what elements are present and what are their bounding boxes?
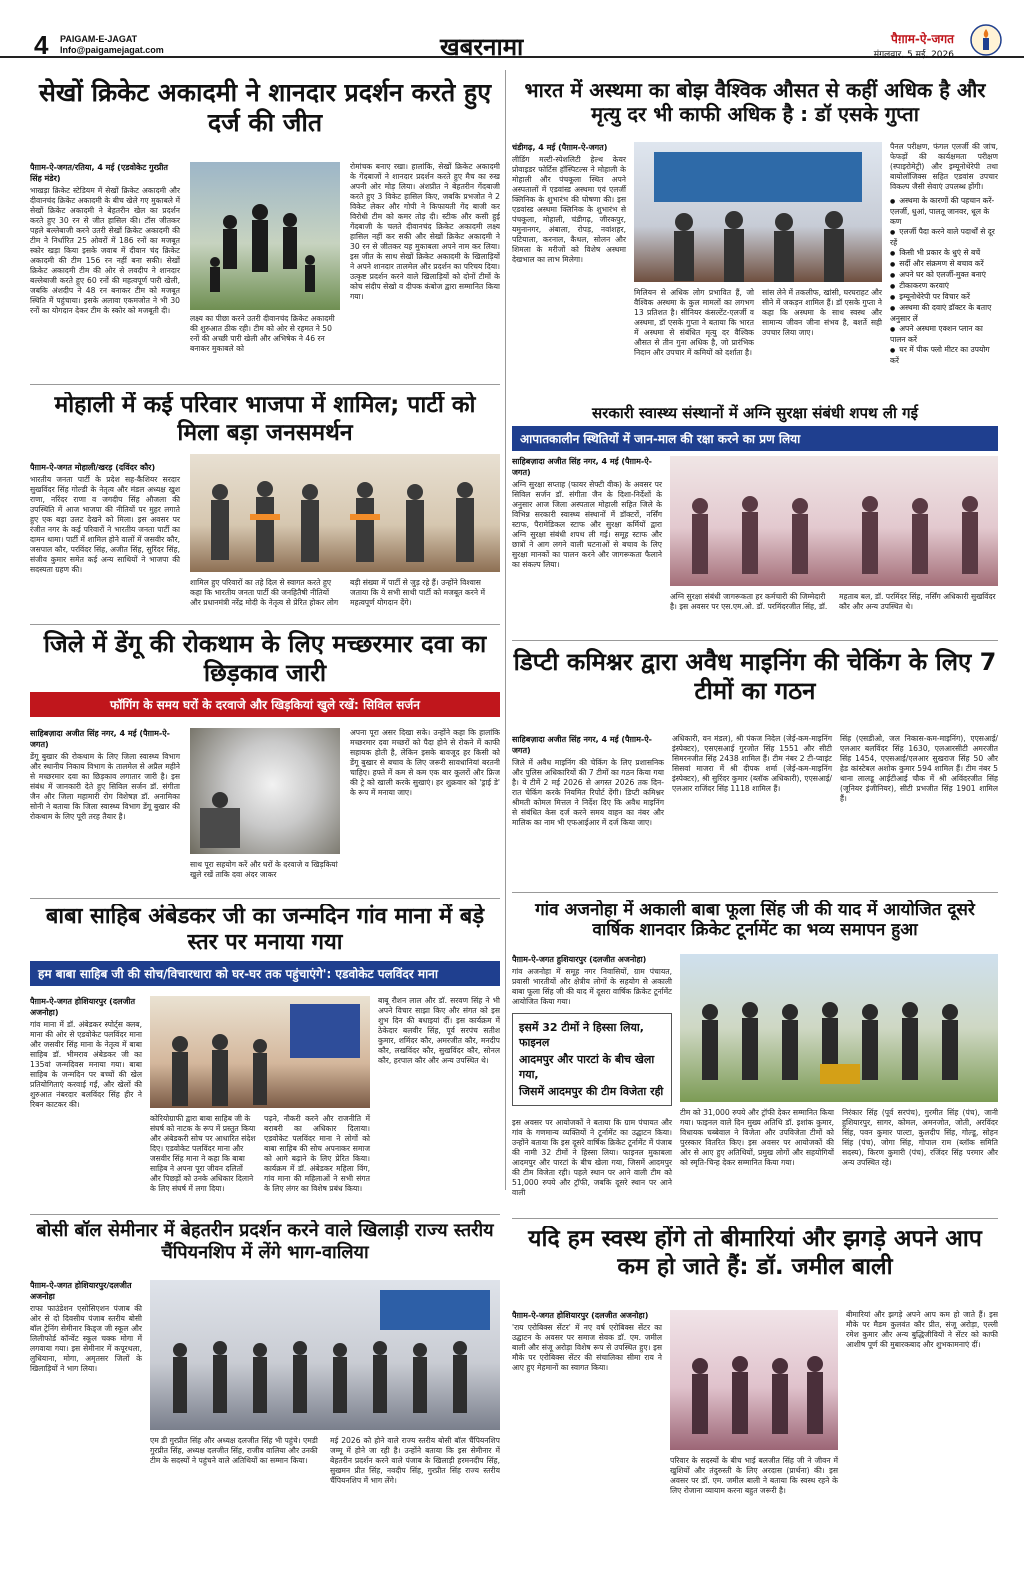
story-illegal-mining	[512, 648, 998, 884]
cricket-team-photo	[190, 162, 340, 310]
bossaball-group-photo	[150, 1280, 500, 1430]
story-body-col2: टीम को 31,000 रुपये और ट्रॉफी देकर सम्मानित किया गया। फाइनल वाले दिन मुख्य अतिथि डॉ. इशांक कुमार, विधायक चब्बेवाल ने विजेता और उपविजेता टीमों को पुरस्कार वितरित किए। इस अवसर पर आयोजकों की ओर से आए हुए अतिथियों, प्रमुख लोगों और सहयोगियों को स्मृति-चिन्ह देकर सम्मानित किया गया।	[680, 1108, 834, 1167]
story-body-col2: परिवार के सदस्यों के बीच भाई बलजीत सिंह जी ने जीवन में खुशियों और तंदुरुस्ती के लिए अरदास (प्रार्थना) की। इस अवसर पर डॉ. एम. जमील बाली ने बताया कि स्वस्थ रहने के लिए रोजाना व्यायाम करना बहुत जरूरी है।	[670, 1456, 838, 1495]
section-title: खबरनामा	[440, 33, 524, 61]
story-headline: गांव अजनोहा में अकाली बाबा फूला सिंह जी की याद में आयोजित दूसरे वार्षिक शानदार क्रिकेट टूर्नामेंट का भव्य समापन हुआ	[535, 900, 975, 941]
tips-intro: पैनल परीक्षण, फंगल एलर्जी की जांच, फेफड़ों की कार्यक्षमता परीक्षण (स्पाइरोमेट्री) और इम्यूनोथेरेपी तथा बायोलॉजिक्स सहित एडवांस उपचार विकल्प जैसी सेवाएं उपलब्ध होंगी।	[890, 142, 998, 191]
story-body-col3: पढ़ने, नौकरी करने और राजनीति में बराबरी का अधिकार दिलाया। एडवोकेट पलविंदर माना ने लोगों को बाबा साहिब की सोच अपनाकर समाज को आगे बढ़ाने के लिए प्रेरित किया। कार्यक्रम में डॉ. अंबेडकर महिला विंग, गांव माना की महिलाओं ने सभी संगत के लिए लंगर का विशेष प्रबंध किया।	[264, 1114, 370, 1193]
brand-name: PAIGAM-E-JAGAT	[60, 34, 138, 44]
highlight-line: इसमें 32 टीमों ने हिस्सा लिया, फाइनल	[519, 1021, 644, 1049]
story-dengue-fogging	[30, 630, 500, 894]
tip-item: ● एलर्जी पैदा करने वाले पदार्थों से दूर रहें	[890, 227, 998, 248]
row-divider	[30, 898, 500, 899]
photo-caption: लक्ष्य का पीछा करने उतरी दीवानचंद क्रिकेट अकादमी की शुरुआत ठीक रही। टीम को ओर से रहमत ने 50 रनों की अच्छी पारी खेली और अभिषेक ने 46 रन बनाकर मुकाबले को	[190, 314, 335, 353]
tip-item: ● अस्थमा की दवाएं डॉक्टर के बताए अनुसार लें	[890, 303, 998, 324]
row-divider	[30, 384, 500, 385]
dateline: पैग़ाम-ऐ-जगत होशियारपुर (दलजीत अजनोहा)	[512, 1311, 649, 1320]
dateline: पैग़ाम-ऐ-जगत होशियारपुर (दलजीत अजनोहा)	[30, 997, 136, 1017]
row-divider	[30, 1214, 500, 1215]
story-cricket-academy	[30, 78, 500, 378]
tip-item: ● टीकाकरण करवाएं	[890, 281, 998, 292]
fire-safety-oath-photo	[670, 456, 998, 586]
story-headline: भारत में अस्थमा का बोझ वैश्विक औसत से कहीं अधिक है और मृत्यु दर भी काफी अधिक है : डॉ एसके गुप्ता	[524, 78, 986, 126]
photo-caption: अग्नि सुरक्षा संबंधी जागरूकता हर कर्मचारी की जिम्मेदारी है। इस अवसर पर एस.एम.ओ. डॉ. परमिंदरजीत सिंह, डॉ. महताब बल, डॉ. परमिंदर सिंह, नर्सिंग अधिकारी सुखविंदर कौर और अन्य उपस्थित थे।	[670, 592, 996, 611]
story-headline: सेखों क्रिकेट अकादमी ने शानदार प्रदर्शन करते हुए दर्ज की जीत	[38, 78, 492, 137]
tip-item: ● अपने अस्थमा एक्शन प्लान का पालन करें	[890, 324, 998, 345]
story-column	[30, 162, 180, 316]
dateline: साहिबज़ादा अजीत सिंह नगर, 4 मई (पैग़ाम-ऐ-जगत)	[30, 729, 170, 749]
story-body: जिले में अवैध माइनिंग की चेकिंग के लिए प्रशासनिक और पुलिस अधिकारियों की 7 टीमों का गठन किया गया है। ये टीमें 2 मई 2026 से अगस्त 2026 तक दिन-रात चेकिंग करके नियमित रिपोर्ट देंगी। डिप्टी कमिश्नर श्रीमती कोमल मित्तल ने निर्देश दिए कि अवैध माइनिंग से संबंधित केस दर्ज करने समय वाहन का नंबर और मालिक का नाम भी एफआईआर में दर्ज किया जाए।	[512, 758, 664, 827]
story-subhead: आपातकालीन स्थितियों में जान-माल की रक्षा करने का प्रण लिया	[512, 426, 998, 451]
story-cricket-tournament	[512, 900, 998, 1214]
dateline: पैग़ाम-ऐ-जगत होशियारपुर/दलजीत अजनोहा	[30, 1281, 132, 1301]
tournament-team-photo	[680, 954, 998, 1102]
story-body-continued: अपना पूरा असर दिखा सके। उन्होंने कहा कि हालांकि मच्छरमार दवा मच्छरों को पैदा होने से रोकने में काफी सहायक होती है, लेकिन इसके बावजूद हर किसी को डेंगू बुखार से बचाव के लिए जरूरी सावधानियां बरतनी चाहिए। हफ्ते में कम से कम एक बार कूलरों और फ्रिज की ट्रे को खाली करके सुखाएं। हर शुक्रवार को 'ड्राई डे' के रूप में मनाया जाए।	[350, 728, 500, 797]
story-headline: बाबा साहिब अंबेडकर जी का जन्मदिन गांव माना में बड़े स्तर पर मनाया गया	[45, 904, 485, 956]
aerobics-center-photo	[670, 1310, 838, 1450]
bjp-event-photo	[190, 454, 500, 572]
dateline: पैग़ाम-ऐ-जगत मोहाली/खरड़ (दविंदर कौर)	[30, 463, 156, 472]
story-column	[512, 1310, 662, 1373]
ambedkar-event-photo	[150, 996, 370, 1108]
photo-caption: साथ पूरा सहयोग करें और घरों के दरवाजे व खिड़कियां खुले रखें ताकि दवा अंदर जाकर	[190, 860, 338, 879]
story-column	[512, 456, 662, 570]
story-subhead: हम बाबा साहिब जी की सोच/विचारधारा को घर-घर तक पहुंचाएंगे': एडवोकेट पलविंदर माना	[30, 961, 500, 986]
column-divider	[505, 70, 506, 1190]
story-headline: यदि हम स्वस्थ होंगे तो बीमारियां और झगड़े अपने आप कम हो जाते हैं: डॉ. जमील बाली	[528, 1226, 982, 1280]
torch-logo-icon	[970, 24, 1002, 56]
story-body-col1b: इस अवसर पर आयोजकों ने बताया कि ग्राम पंचायत और गांव के गणमान्य व्यक्तियों ने टूर्नामेंट का उद्घाटन किया। उन्होंने बताया कि इस दूसरे वार्षिक क्रिकेट टूर्नामेंट में पंजाब की नामी 32 टीमों ने हिस्सा लिया। फाइनल मुकाबला आदमपुर और पारटां के बीच खेला गया, जिसमें आदमपुर की टीम विजेता रही। पहले स्थान पर आने वाली टीम को 51,000 रुपये और ट्रॉफी, जबकि दूसरे स्थान पर आने वाली	[512, 1118, 672, 1197]
row-divider	[30, 624, 500, 625]
highlight-line: जिसमें आदमपुर की टीम विजेता रही	[519, 1085, 664, 1098]
fogging-photo	[190, 728, 340, 854]
story-body: लीडिंग मल्टी-स्पेशलिटी हेल्थ केयर प्रोवाइडर फोर्टिस हॉस्पिटल्स ने मोहाली के मोहाली और पंचकूला स्थित अपने अस्पतालों में एडवांस्ड अस्थमा एवं एलर्जी क्लिनिक के शुभारंभ की घोषणा की। इस एडवांस्ड अस्थमा क्लिनिक के शुभारंभ से पंचकूला, मोहाली, चंडीगढ़, जीरकपुर, यमुनानगर, अंबाला, रोपड़, नवांशहर, पटियाला, करनाल, कैथल, सोलन और शिमला के मरीजों को विशेष अस्थमा देखभाल का लाभ मिलेगा।	[512, 155, 626, 264]
story-body: डेंगू बुखार की रोकथाम के लिए जिला स्वास्थ्य विभाग और स्थानीय निकाय विभाग के तालमेल से अप्रैल महीने से मच्छरमार दवा का छिड़काव लगातार जारी है। इस संबंध में जानकारी देते हुए सिविल सर्जन डॉ. संगीता जैन और जिला महामारी रोग विशेषज्ञ डॉ. अनामिका सोनी ने बताया कि जिला स्वास्थ्य विभाग डेंगू बुखार की रोकथाम के लिए पूरी तरह तैयार है।	[30, 752, 180, 821]
tournament-highlight	[512, 1013, 672, 1106]
tip-item: ● इम्यूनोथेरेपी पर विचार करें	[890, 292, 998, 303]
story-body-continued: मई 2026 को होने वाले राज्य स्तरीय बोसी बॉल चैंपियनशिप जम्मू में होने जा रही है। उन्होंने बताया कि इस सेमीनार में बेहतरीन प्रदर्शन करने वाले पंजाब के खिलाड़ी हरमनदीप सिंह, सुखमन प्रीत सिंह, नवदीप सिंह, गुरप्रीत सिंह राज्य स्तरीय चैंपियनशिप में भाग लेंगे।	[330, 1436, 500, 1485]
story-bjp-joining	[30, 392, 500, 620]
tip-item: ● किसी भी प्रकार के धुएं से बचें	[890, 248, 998, 259]
story-body-col3: बीमारियां और झगड़े अपने आप कम हो जाते हैं। इस मौके पर मैडम कुलवंत कौर प्रीत, संजू अरोड़ा, एल्ली रमेश कुमार और अन्य बुद्धिजीवियों ने सेंटर को काफी आशीष पूर्ण की मुबारकबाद और शुभकामनाएं दीं।	[846, 1310, 998, 1349]
story-body-col3: सिंह (एसडीओ, जल निकास-कम-माइनिंग), एएसआई/एलआर बलविंदर सिंह 1630, एलआरसीटी अमरजीत सिंह 1454, एएसआई/एलआर सुखराज सिंह 50 और हेड कांस्टेबल अशोक कुमार 594 शामिल हैं। टीम नंबर 5 थाना लालडू आईटीआई चौक में श्री अविंदरजीत सिंह (जूनियर इंजीनियर), सीटी प्रभजीत सिंह 1901 शामिल हैं।	[840, 734, 998, 803]
dateline: पैग़ाम-ऐ-जगत हुशियारपुर (दलजीत अजनोहा)	[512, 955, 647, 964]
tip-item: ● घर में पीक फ्लो मीटर का उपयोग करें	[890, 345, 998, 366]
dateline: साहिबज़ादा अजीत सिंह नगर, 4 मई (पैग़ाम-ऐ-जगत)	[512, 457, 652, 477]
story-column	[512, 734, 664, 828]
story-headline: सरकारी स्वास्थ्य संस्थानों में अग्नि सुरक्षा संबंधी शपथ ली गई	[592, 404, 918, 422]
dateline: चंडीगढ़, 4 मई (पैग़ाम-ऐ-जगत)	[512, 143, 608, 152]
story-column	[30, 996, 142, 1110]
story-fire-safety	[512, 404, 998, 636]
story-headline: मोहाली में कई परिवार भाजपा में शामिल; पार्टी को मिला बड़ा जनसमर्थन	[54, 392, 476, 446]
photo-caption: एम डी गुरप्रीत सिंह और अध्यक्ष दलजीत सिंह भी पहुंचे। एमडी गुरप्रीत सिंह, अध्यक्ष दलजीत सिंह, राजीव वालिया और उनकी टीम के सदस्यों ने पहुंचने वाले अतिथियों का सम्मान किया।	[150, 1436, 318, 1465]
photo-caption: कोरियोग्राफी द्वारा बाबा साहिब जी के संघर्ष को नाटक के रूप में प्रस्तुत किया और अंबेडकरी सोच पर आधारित संदेश दिए। एडवोकेट पलविंदर माना और जसवीर सिंह माना ने कहा कि बाबा साहिब ने अपना पूरा जीवन दलितों और पिछड़ों को उनके अधिकार दिलाने के लिए संघर्ष में लगा दिया।	[150, 1114, 256, 1193]
dateline: पैग़ाम-ऐ-जगत/रतिया, 4 मई (एडवोकेट गुरप्रीत सिंह मंडेर)	[30, 163, 168, 183]
dateline: साहिबज़ादा अजीत सिंह नगर, 4 मई (पैग़ाम-ऐ-जगत)	[512, 735, 652, 755]
brand-email[interactable]: Info@paigamejagat.com	[60, 45, 164, 55]
page-number: 4	[34, 30, 49, 60]
story-body: गांव माना में डॉ. अंबेडकर स्पोर्ट्स क्लब, माना की ओर से एडवोकेट पलविंदर माना और जसवीर सिंह माना के नेतृत्व में बाबा साहिब डॉ. भीमराव अंबेडकर जी का 135वां जन्मदिवस मनाया गया। बाबा साहिब के जन्मदिन पर बच्चों की खेल प्रतियोगिताएं करवाई गईं, और खेलों की शुरुआत नंबरदार बलविंदर सिंह हीर ने रिबन काटकर की।	[30, 1020, 142, 1109]
story-headline: डिप्टी कमिश्नर द्वारा अवैध माइनिंग की चेकिंग के लिए 7 टीमों का गठन	[513, 648, 997, 705]
asthma-tips-column	[890, 142, 998, 366]
story-headline: जिले में डेंगू की रोकथाम के लिए मच्छरमार दवा का छिड़काव जारी	[43, 630, 487, 687]
brand-block	[60, 34, 164, 56]
story-body: 'राय एरोबिक्स सेंटर' में नए वर्ष एरोबिक्स सेंटर का उद्घाटन के अवसर पर समाज सेवक डॉ. एम. जमील बाली और संजू अरोड़ा विशेष रूप से उपस्थित हुए। इस मौके पर एरोबिक्स सेंटर की संचालिका सीमा राय ने आए हुए मेहमानों का स्वागत किया।	[512, 1323, 662, 1372]
story-column	[30, 462, 180, 575]
paper-name: पैग़ाम-ऐ-जगत	[891, 32, 954, 46]
story-asthma	[512, 78, 998, 398]
story-body-col2: मिलियन से अधिक लोग प्रभावित हैं, जो वैश्विक अस्थमा के कुल मामलों का लगभग 13 प्रतिशत है। सीनियर कंसल्टेंट-एलर्जी व अस्थमा, डॉ एसके गुप्ता ने बताया कि भारत में अस्थमा से संबंधित मृत्यु दर वैश्विक औसत से तीन गुना अधिक है, जो प्रारंभिक निदान और उपचार में कमियों को दर्शाता है।	[634, 288, 754, 357]
story-body-col4: बाबू रौशन लाल और डॉ. सरवण सिंह ने भी अपने विचार साझा किए और संगत को इस शुभ दिन की बधाइयां दीं। इस कार्यक्रम में ठेकेदार बलवीर सिंह, पूर्व सरपंच सतीश कुमार, शमिंदर कौर, अमरजीत कौर, मनदीप कौर, लखविंदर कौर, सुखविंदर कौर, सोनल कौर, हरपाल कौर और अन्य उपस्थित थे।	[378, 996, 500, 1065]
story-body: भाखड़ा क्रिकेट स्टेडियम में सेखों क्रिकेट अकादमी और दीवानचंद क्रिकेट अकादमी के बीच खेले गए मुकाबले में सेखों क्रिकेट अकादमी ने बेहतरीन खेल का प्रदर्शन करते हुए 30 रन से जीत हासिल की। टॉस जीतकर पहले बल्लेबाजी करने उतरी सेखों क्रिकेट अकादमी की टीम ने निर्धारित 25 ओवरों में 186 रनों का मजबूत स्कोर खड़ा किया इसके जवाब में दीवान चंद क्रिकेट अकादमी की टीम 156 रन नहीं बना सकी। सेखों क्रिकेट अकादमी टीम की ओर से लवदीप ने शानदार बल्लेबाजी करते हुए 60 रनों की महत्वपूर्ण पारी खेली, जबकि अंशदीप ने 48 रन बनाकर टीम को मजबूत स्थिति में पहुंचाया। इसके अलावा एकमजोत ने भी 30 रनों का योगदान देकर टीम के स्कोर को मजबूती दी।	[30, 186, 180, 315]
story-body-col2: अधिकारी, वन मंडल), श्री पंकज निदेल (जेई-कम-माइनिंग इंस्पेक्टर), एसएसआई गुरजोत सिंह 1551 और सीटी सिमरनजीत सिंह 2438 शामिल हैं। टीम नंबर 2 टी-प्वाइंट सिसवां माजरा में श्री दीपक शर्मा (जेई-कम-माइनिंग इंस्पेक्टर), श्री सुरिंदर कुमार (ब्लॉक अधिकारी), एएसआई/एलआर राजिंदर सिंह 1118 शामिल हैं।	[672, 734, 832, 793]
tip-item: ● सर्दी और संक्रमण से बचाव करें	[890, 259, 998, 270]
clinic-launch-photo	[634, 142, 882, 282]
story-body: अग्नि सुरक्षा सप्ताह (फायर सेफ्टी वीक) के अवसर पर सिविल सर्जन डॉ. संगीता जैन के दिशा-निर्देशों के अनुसार आज जिला अस्पताल मोहाली सहित जिले के विभिन्न सरकारी स्वास्थ्य संस्थानों में डॉक्टरों, नर्सिंग स्टाफ, पैरामेडिकल स्टाफ और सुरक्षा कर्मियों द्वारा अग्नि सुरक्षा संबंधी शपथ ली गई। समूह स्टाफ और छात्रों ने आग लगने वाली घटनाओं से बचाव के लिए सुरक्षा मानकों का पालन करने और जागरूकता फैलाने का संकल्प लिया।	[512, 480, 662, 569]
story-column	[30, 1280, 142, 1374]
story-column	[512, 142, 626, 265]
story-body: भारतीय जनता पार्टी के प्रदेश सह-कैशियर सरदार सुखविंदर सिंह गोल्डी के नेतृत्व और मंडल अध्यक्ष खुश राणा, नरिंदर राणा व जगदीप सिंह औजला की उपस्थिति में आज भाजपा की नीतियों पर मुहर लगाते हुए एक बड़ा उलट देखने को मिला। इस अवसर पर रंजीत नगर के कई परिवारों ने भारतीय जनता पार्टी का दामन थामा। पार्टी में शामिल होने वालों में जसवीर कौर, जसपाल कौर, परविंदर सिंह, अजीत सिंह, सुरिंदर सिंह, संजीव कुमार समेत कई अन्य साथियों ने भाजपा की सदस्यता ग्रहण की।	[30, 475, 180, 574]
story-body-col3: सांस लेने में तकलीफ, खांसी, घरघराहट और सीने में जकड़न शामिल हैं। डॉ एसके गुप्ता ने कहा कि अस्थमा के साथ स्वस्थ और सामान्य जीवन जीना संभव है, बशर्ते सही उपचार लिया जाए।	[762, 288, 882, 337]
story-subhead: फॉगिंग के समय घरों के दरवाजे और खिड़कियां खुले रखें: सिविल सर्जन	[30, 692, 500, 717]
story-ambedkar-birthday	[30, 904, 500, 1210]
story-body: राफा फाउंडेशन एसोसिएशन पंजाब की ओर से दो दिवसीय पंजाब स्तरीय बोसी बॉल ट्रेनिंग सेमीनार किड्ज जी स्कूल और लिलीफोर्ड कॉन्वेंट स्कूल चक्क मोगा में लगवाया गया। इस सेमीनार में कपूरथला, लुधियाना, मोगा, अमृतसर जिलों के खिलाड़ियों ने भाग लिया।	[30, 1304, 142, 1373]
story-column	[512, 954, 672, 1106]
highlight-line: आदमपुर और पारटां के बीच खेला गया,	[519, 1053, 655, 1081]
tip-item: ● अपने घर को एलर्जी-मुक्त बनाएं	[890, 270, 998, 281]
story-headline: बोसी बॉल सेमीनार में बेहतरीन प्रदर्शन करने वाले खिलाड़ी राज्य स्तरीय चैंपियनशिप में लेंगे भाग-वालिया	[36, 1220, 494, 1263]
tip-item: ● अस्थमा के कारणों की पहचान करें-एलर्जी, धुआं, पालतू जानवर, धूल के कण	[890, 196, 998, 227]
story-column	[30, 728, 180, 822]
row-divider	[512, 1218, 998, 1219]
story-bossaball-seminar	[30, 1220, 500, 1570]
story-body-continued: रोमांचक बनाए रखा। हालांकि, सेखों क्रिकेट अकादमी के गेंदबाजों ने शानदार प्रदर्शन करते हुए मैच का रुख अपनी ओर मोड़ लिया। अंशप्रीत ने बेहतरीन गेंदबाजी करते हुए 3 विकेट हासिल किए, जबकि प्रभजोत ने 2 विकेट लेकर और गोपी ने किफायती गेंद बाजी कर विरोधी टीम को कमर तोड़ दी। स्टीक और कसी हुई गेंदबाजी के चलते दीवानचंद क्रिकेट अकादमी लक्ष्य हासिल नहीं कर सकी और सेखों क्रिकेट अकादमी ने 30 रन से जीतकर यह मुकाबला अपने नाम कर लिया। इस जीत के साथ सेखों क्रिकेट अकादमी के खिलाड़ियों ने अपने शानदार तालमेल और प्रदर्शन का परिचय दिया। उत्कृष्ट प्रदर्शन करने वाले खिलाड़ियों को दोनों टीमों के कोच संदीप सेखो व दीपक कंबोज द्वारा सम्मानित किया गया।	[350, 162, 500, 301]
asthma-tips-list	[890, 196, 998, 366]
story-health-aerobics	[512, 1226, 998, 1570]
row-divider	[512, 892, 998, 893]
masthead	[0, 0, 1024, 61]
issue-date: मंगलवार, 5 मई, 2026	[873, 50, 954, 60]
story-body: गांव अजनोहा में समूह नगर निवासियों, ग्राम पंचायत, प्रवासी भारतीयों और क्षेत्रीय लोगों के सहयोग से अकाली बाबा फूला सिंह जी की याद में दूसरा वार्षिक क्रिकेट टूर्नामेंट आयोजित किया गया।	[512, 967, 672, 1006]
story-body-col3: निरंकार सिंह (पूर्व सरपंच), गुरमीत सिंह (पंच), जानी हुशियारपुर, सागर, कोमल, अमनजोत, जोती, अरविंदर सिंह, पवन कुमार पाल्टा, कुलदीप सिंह, गोल्डू, सोहन सिंह (पंच), जोगा सिंह, गोपाल राम (ब्लॉक समिति सदस्य), किरण कुमारी (पंच), रजिंदर सिंह परमार और अन्य उपस्थित रहे।	[842, 1108, 998, 1167]
row-divider	[512, 640, 998, 641]
photo-caption: शामिल हुए परिवारों का तहे दिल से स्वागत करते हुए कहा कि भारतीय जनता पार्टी की जनहितैषी नीतियों और प्रधानमंत्री नरेंद्र मोदी के नेतृत्व से प्रेरित होकर लोग बड़ी संख्या में पार्टी से जुड़ रहे हैं। उन्होंने विश्वास जताया कि ये सभी साथी पार्टी को मजबूत करने में महत्वपूर्ण योगदान देंगे।	[190, 578, 485, 607]
